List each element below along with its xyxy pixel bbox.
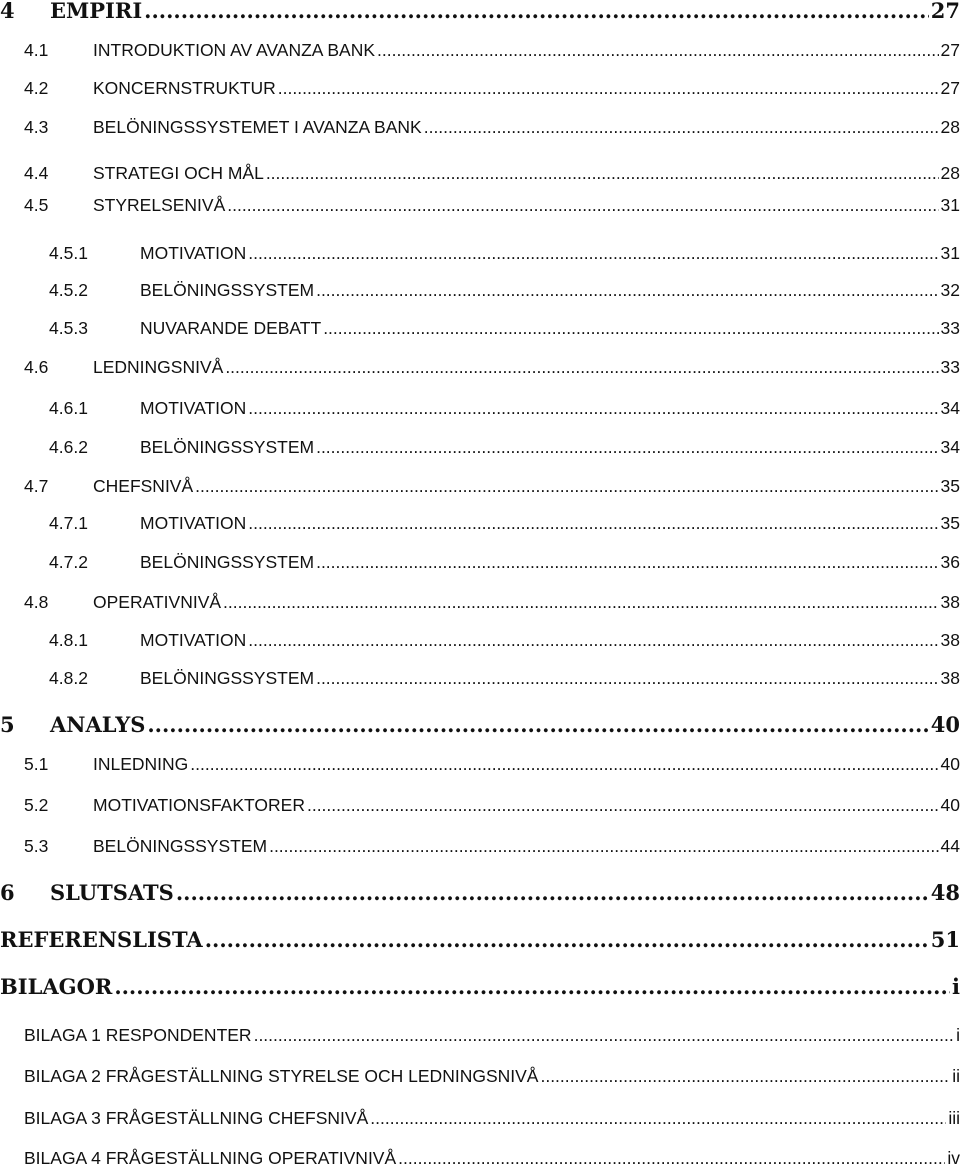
toc-entry[interactable] — [0, 476, 960, 497]
toc-entry-title: KONCERNSTRUKTUR — [93, 78, 276, 98]
toc-entry-page: iii — [948, 1108, 960, 1128]
toc-dot-leader — [248, 398, 938, 419]
toc-entry-number: 6 — [0, 880, 15, 905]
toc-dot-leader — [248, 513, 938, 534]
toc-entry[interactable] — [0, 630, 960, 651]
toc-entry-title: STYRELSENIVÅ — [93, 195, 226, 215]
toc-dot-leader — [377, 40, 939, 61]
toc-entry-page: 38 — [940, 668, 960, 688]
toc-entry-page: 48 — [930, 880, 960, 905]
toc-dot-leader — [370, 1108, 946, 1129]
toc-entry-page: 28 — [940, 117, 960, 137]
toc-entry[interactable] — [0, 712, 960, 737]
toc-entry[interactable] — [0, 243, 960, 264]
toc-entry[interactable] — [0, 1025, 960, 1046]
toc-dot-leader — [540, 1066, 950, 1087]
toc-entry-page: 31 — [940, 195, 960, 215]
toc-dot-leader — [195, 476, 938, 497]
toc-dot-leader — [254, 1025, 955, 1046]
toc-entry-page: 27 — [930, 0, 960, 23]
toc-entry[interactable] — [0, 78, 960, 99]
toc-entry-page: 35 — [940, 513, 960, 533]
toc-entry-page: 38 — [940, 630, 960, 650]
toc-dot-leader — [114, 974, 950, 999]
toc-dot-leader — [398, 1148, 945, 1169]
toc-dot-leader — [190, 754, 938, 775]
toc-dot-leader — [147, 712, 928, 737]
toc-entry-title: BILAGA 1 RESPONDENTER — [24, 1025, 252, 1045]
toc-entry-title: MOTIVATION — [140, 243, 247, 263]
toc-entry-title: BELÖNINGSSYSTEM — [93, 836, 268, 856]
toc-entry-page: 40 — [940, 795, 960, 815]
toc-entry[interactable] — [0, 668, 960, 689]
toc-entry-number: 4.2 — [24, 78, 49, 98]
toc-entry-title: ANALYS — [50, 712, 146, 737]
toc-entry-page: 32 — [940, 280, 960, 300]
toc-entry[interactable] — [0, 552, 960, 573]
toc-entry-title: BELÖNINGSSYSTEM — [140, 280, 315, 300]
toc-entry-number: 4.8.2 — [49, 668, 88, 688]
toc-entry-number: 4.8.1 — [49, 630, 88, 650]
toc-entry-title: INLEDNING — [93, 754, 189, 774]
toc-dot-leader — [307, 795, 939, 816]
toc-entry-page: 40 — [940, 754, 960, 774]
toc-entry-number: 5.3 — [24, 836, 49, 856]
toc-entry-page: ii — [952, 1066, 960, 1086]
toc-entry[interactable] — [0, 280, 960, 301]
toc-entry[interactable] — [0, 927, 960, 952]
toc-dot-leader — [225, 357, 938, 378]
toc-entry-number: 4.1 — [24, 40, 49, 60]
toc-entry-number: 4.8 — [24, 592, 49, 612]
toc-entry[interactable] — [0, 1108, 960, 1129]
toc-entry-page: 31 — [940, 243, 960, 263]
toc-entry-title: EMPIRI — [50, 0, 143, 23]
toc-entry[interactable] — [0, 0, 960, 23]
toc-entry-page: 28 — [940, 163, 960, 183]
toc-dot-leader — [266, 163, 939, 184]
toc-entry-title: INTRODUKTION AV AVANZA BANK — [93, 40, 375, 60]
toc-entry-title: BELÖNINGSSYSTEM — [140, 552, 315, 572]
toc-entry[interactable] — [0, 592, 960, 613]
toc-entry[interactable] — [0, 1066, 960, 1087]
toc-dot-leader — [227, 195, 938, 216]
toc-entry-page: 40 — [930, 712, 960, 737]
toc-entry-number: 4.7.1 — [49, 513, 88, 533]
toc-entry-number: 4.5 — [24, 195, 49, 215]
toc-entry[interactable] — [0, 795, 960, 816]
toc-entry[interactable] — [0, 163, 960, 184]
toc-entry-title: BELÖNINGSSYSTEMET I AVANZA BANK — [93, 117, 422, 137]
toc-entry-page: i — [956, 1025, 960, 1045]
toc-entry[interactable] — [0, 318, 960, 339]
toc-entry-title: BILAGA 4 FRÅGESTÄLLNING OPERATIVNIVÅ — [24, 1148, 397, 1168]
toc-dot-leader — [424, 117, 939, 138]
toc-entry-page: i — [952, 974, 960, 999]
toc-entry-title: NUVARANDE DEBATT — [140, 318, 322, 338]
toc-entry-number: 4 — [0, 0, 15, 23]
toc-entry[interactable] — [0, 398, 960, 419]
toc-entry-title: MOTIVATION — [140, 398, 247, 418]
toc-dot-leader — [144, 0, 929, 23]
toc-entry-title: BILAGA 2 FRÅGESTÄLLNING STYRELSE OCH LEDNINGSNIVÅ — [24, 1066, 539, 1086]
toc-entry-number: 5 — [0, 712, 15, 737]
toc-entry-number: 4.6.2 — [49, 437, 88, 457]
toc-dot-leader — [316, 668, 938, 689]
toc-entry-number: 5.2 — [24, 795, 49, 815]
toc-dot-leader — [176, 880, 929, 905]
toc-entry-title: LEDNINGSNIVÅ — [93, 357, 224, 377]
toc-entry-number: 4.5.1 — [49, 243, 88, 263]
toc-entry-number: 4.7 — [24, 476, 49, 496]
toc-entry[interactable] — [0, 1148, 960, 1169]
toc-entry-page: 34 — [940, 437, 960, 457]
toc-dot-leader — [223, 592, 938, 613]
toc-entry-title: MOTIVATIONSFAKTORER — [93, 795, 305, 815]
toc-entry-number: 4.7.2 — [49, 552, 88, 572]
toc-entry-number: 4.3 — [24, 117, 49, 137]
toc-entry-page: 38 — [940, 592, 960, 612]
toc-entry-page: 36 — [940, 552, 960, 572]
toc-entry[interactable] — [0, 836, 960, 857]
toc-entry-title: MOTIVATION — [140, 513, 247, 533]
toc-dot-leader — [248, 243, 938, 264]
toc-entry-title: OPERATIVNIVÅ — [93, 592, 222, 612]
toc-entry[interactable] — [0, 513, 960, 534]
toc-entry-title: MOTIVATION — [140, 630, 247, 650]
toc-entry[interactable] — [0, 195, 960, 216]
toc-entry-page: 27 — [940, 40, 960, 60]
toc-entry-title: BELÖNINGSSYSTEM — [140, 668, 315, 688]
toc-dot-leader — [316, 280, 938, 301]
toc-entry-page: 51 — [930, 927, 960, 952]
toc-entry-number: 5.1 — [24, 754, 49, 774]
toc-entry[interactable] — [0, 117, 960, 138]
toc-entry[interactable] — [0, 754, 960, 775]
toc-entry-page: 35 — [940, 476, 960, 496]
toc-dot-leader — [248, 630, 938, 651]
toc-entry-number: 4.4 — [24, 163, 49, 183]
toc-entry-number: 4.5.3 — [49, 318, 88, 338]
toc-entry-title: BILAGOR — [0, 974, 113, 999]
toc-entry-number: 4.5.2 — [49, 280, 88, 300]
toc-entry-page: 33 — [940, 357, 960, 377]
toc-entry-page: 33 — [940, 318, 960, 338]
toc-dot-leader — [323, 318, 938, 339]
toc-entry-page: 44 — [940, 836, 960, 856]
toc-dot-leader — [316, 437, 938, 458]
toc-entry-page: 27 — [940, 78, 960, 98]
toc-entry-title: BILAGA 3 FRÅGESTÄLLNING CHEFSNIVÅ — [24, 1108, 369, 1128]
toc-entry-number: 4.6.1 — [49, 398, 88, 418]
toc-entry-title: BELÖNINGSSYSTEM — [140, 437, 315, 457]
toc-entry-title: STRATEGI OCH MÅL — [93, 163, 264, 183]
toc-entry-title: SLUTSATS — [50, 880, 174, 905]
toc-entry[interactable] — [0, 437, 960, 458]
toc-dot-leader — [316, 552, 938, 573]
toc-entry[interactable] — [0, 880, 960, 905]
toc-entry[interactable] — [0, 40, 960, 61]
toc-entry[interactable] — [0, 974, 960, 999]
toc-entry-number: 4.6 — [24, 357, 49, 377]
toc-entry-title: CHEFSNIVÅ — [93, 476, 194, 496]
toc-entry-title: REFERENSLISTA — [0, 927, 203, 952]
toc-dot-leader — [278, 78, 939, 99]
toc-dot-leader — [269, 836, 938, 857]
toc-entry[interactable] — [0, 357, 960, 378]
toc-entry-page: 34 — [940, 398, 960, 418]
toc-entry-page: iv — [947, 1148, 960, 1168]
toc-dot-leader — [205, 927, 929, 952]
